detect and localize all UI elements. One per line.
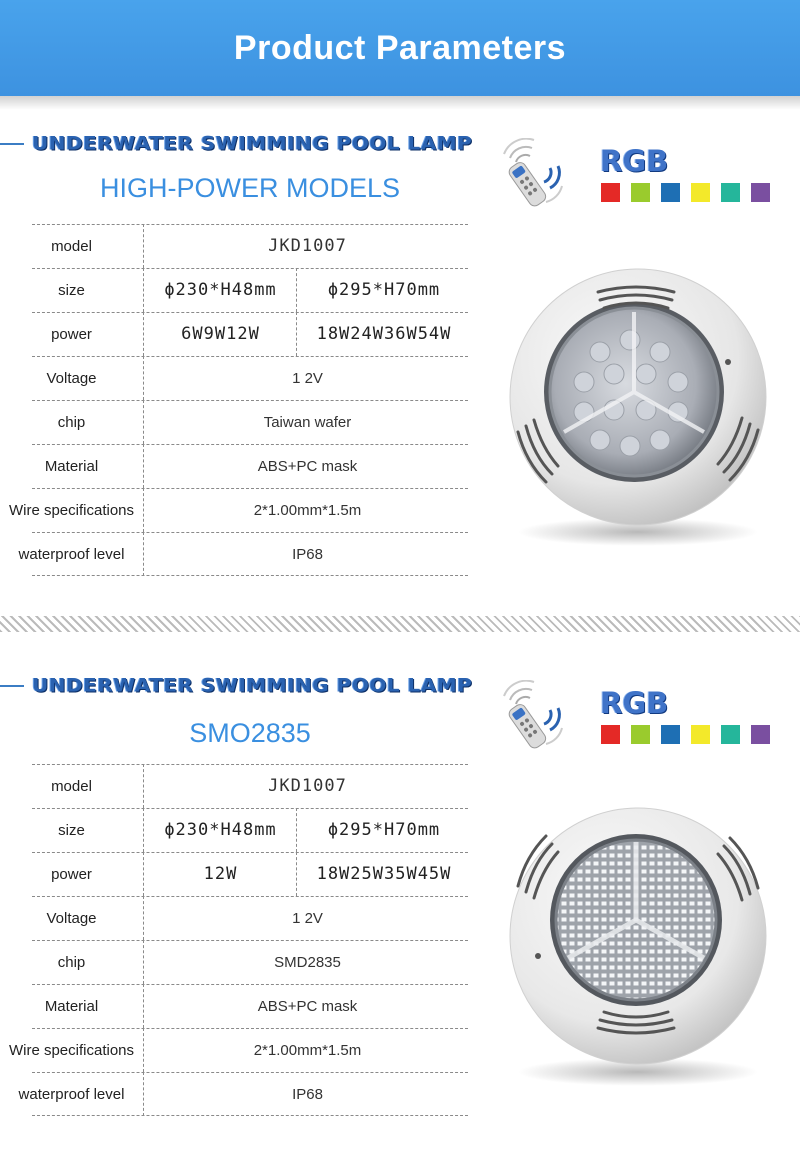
row-value: ABS+PC mask	[257, 997, 358, 1015]
row-label: Material	[0, 984, 144, 1028]
remote-control-icon	[486, 680, 566, 758]
spec-table	[0, 224, 470, 576]
row-value: 2*1.00mm*1.5m	[253, 501, 362, 519]
row-label: model	[0, 224, 144, 268]
color-swatch	[721, 725, 740, 744]
row-value: ABS+PC mask	[257, 457, 358, 475]
row-label: size	[0, 808, 144, 852]
section-subtitle: SMO2835	[189, 718, 311, 748]
row-label: size	[0, 268, 144, 312]
color-swatch	[751, 725, 770, 744]
color-swatch	[601, 183, 620, 202]
color-swatch	[661, 183, 680, 202]
rgb-swatches	[601, 725, 770, 744]
color-swatch	[631, 725, 650, 744]
table-row-voltage	[0, 896, 470, 940]
table-row-model	[0, 764, 470, 808]
color-swatch	[691, 725, 710, 744]
row-value-a: ϕ230*H48mm	[145, 808, 297, 852]
section-headline: UNDERWATER SWIMMING POOL LAMP	[32, 131, 473, 155]
color-swatch	[691, 183, 710, 202]
row-value-b: 18W24W36W54W	[316, 324, 452, 344]
row-value: 2*1.00mm*1.5m	[253, 1041, 362, 1059]
pool-lamp-image	[488, 262, 800, 552]
row-label: Wire specifications	[0, 488, 144, 532]
row-label: waterproof level	[0, 532, 144, 576]
page-title: Product Parameters	[233, 28, 567, 67]
rgb-swatches	[601, 183, 770, 202]
row-value: SMD2835	[274, 953, 341, 971]
row-label: chip	[0, 940, 144, 984]
table-row-material	[0, 444, 470, 488]
row-label: Material	[0, 444, 144, 488]
row-value: IP68	[292, 1085, 323, 1103]
row-value-b: ϕ295*H70mm	[327, 280, 441, 300]
row-label: model	[0, 764, 144, 808]
section-divider	[0, 616, 800, 632]
section-subtitle: HIGH-POWER MODELS	[99, 173, 401, 203]
headline-accent-line	[0, 143, 24, 145]
color-swatch	[601, 725, 620, 744]
row-value-a: ϕ230*H48mm	[145, 268, 297, 312]
color-swatch	[751, 183, 770, 202]
table-row-waterproof	[0, 1072, 470, 1116]
table-row-wire	[0, 1028, 470, 1072]
table-row-wire	[0, 488, 470, 532]
row-label: Voltage	[0, 356, 144, 400]
table-row-power	[0, 852, 470, 896]
section-high-power	[0, 110, 800, 650]
row-value-b: 18W25W35W45W	[316, 864, 452, 884]
spec-table	[0, 764, 470, 1116]
rgb-label: RGB	[600, 686, 669, 720]
section-smd2835	[0, 652, 800, 1150]
row-value-a: 6W9W12W	[145, 312, 297, 356]
row-value: Taiwan wafer	[263, 413, 352, 431]
row-value: JKD1007	[268, 776, 347, 796]
row-value: 1 2V	[292, 909, 323, 927]
table-row-size	[0, 808, 470, 852]
header-shadow	[0, 96, 800, 110]
row-value-a: 12W	[145, 852, 297, 896]
row-value: JKD1007	[268, 236, 347, 256]
row-label: Wire specifications	[0, 1028, 144, 1072]
row-value-b: ϕ295*H70mm	[327, 820, 441, 840]
row-label: waterproof level	[0, 1072, 144, 1116]
pool-lamp-image	[488, 796, 800, 1086]
row-value: 1 2V	[292, 369, 323, 387]
table-row-chip	[0, 940, 470, 984]
color-swatch	[631, 183, 650, 202]
color-swatch	[661, 725, 680, 744]
color-swatch	[721, 183, 740, 202]
table-row-size	[0, 268, 470, 312]
table-row-voltage	[0, 356, 470, 400]
table-row-model	[0, 224, 470, 268]
table-row-power	[0, 312, 470, 356]
row-label: Voltage	[0, 896, 144, 940]
section-headline: UNDERWATER SWIMMING POOL LAMP	[32, 673, 473, 697]
rgb-label: RGB	[600, 144, 669, 178]
table-row-waterproof	[0, 532, 470, 576]
headline-accent-line	[0, 685, 24, 687]
table-row-material	[0, 984, 470, 1028]
remote-control-icon	[486, 138, 566, 216]
row-value: IP68	[292, 545, 323, 563]
row-label: chip	[0, 400, 144, 444]
page-header	[0, 0, 800, 96]
table-row-chip	[0, 400, 470, 444]
row-label: power	[0, 312, 144, 356]
row-label: power	[0, 852, 144, 896]
